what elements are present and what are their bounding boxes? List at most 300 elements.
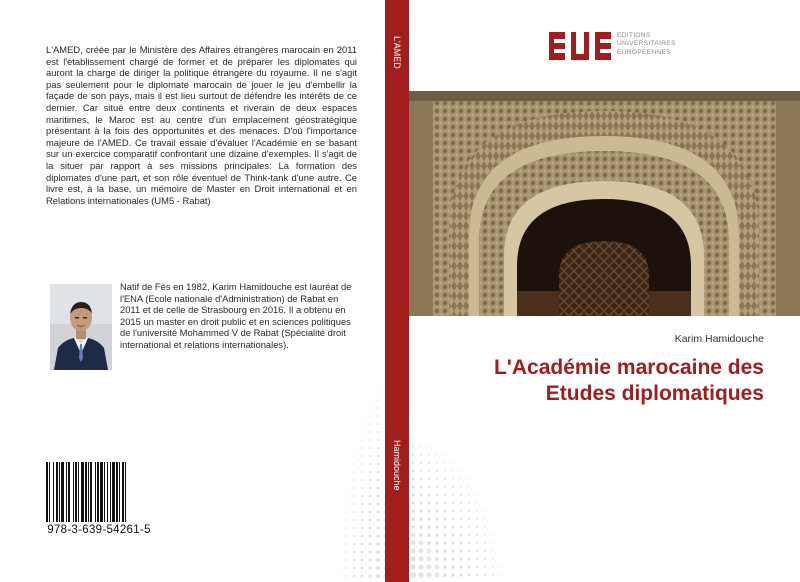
halftone-dot (452, 478, 454, 480)
halftone-dot (484, 486, 485, 487)
halftone-dot (353, 423, 354, 424)
halftone-dot (476, 526, 478, 528)
halftone-dot (353, 455, 354, 456)
halftone-dot (361, 407, 362, 408)
halftone-dot (427, 557, 432, 562)
halftone-dot (428, 438, 429, 439)
halftone-dot (369, 407, 370, 408)
halftone-dot (369, 519, 372, 522)
halftone-dot (443, 557, 447, 561)
halftone-pattern-front (409, 395, 529, 582)
halftone-dot (410, 556, 415, 561)
halftone-dot (376, 534, 380, 538)
halftone-dot (345, 479, 346, 480)
halftone-dot (452, 454, 453, 455)
halftone-dot (437, 431, 438, 432)
publisher-logo-icon (549, 30, 613, 62)
halftone-dot (460, 542, 463, 545)
halftone-dot (412, 470, 415, 473)
halftone-dot (509, 551, 510, 552)
halftone-dot (444, 518, 447, 521)
halftone-dot (337, 535, 338, 536)
halftone-dot (353, 415, 354, 416)
halftone-dot (428, 430, 429, 431)
barcode-bar (53, 462, 54, 522)
halftone-dot (436, 486, 438, 488)
halftone-dot (443, 541, 447, 545)
halftone-dot (376, 502, 379, 505)
halftone-dot (419, 501, 422, 504)
barcode-bar (90, 462, 92, 522)
halftone-dot (435, 557, 439, 561)
halftone-dot (377, 439, 379, 441)
halftone-dot (337, 511, 338, 512)
publisher-line: UNIVERSITAIRES (617, 40, 676, 48)
halftone-dot (420, 470, 422, 472)
barcode-bar (56, 462, 58, 522)
halftone-dot (468, 478, 469, 479)
author-bio: Natif de Fès en 1982, Karim Hamidouche est lauréat de l'ENA (Ecole nationale d'Administration) de Rabat en 2011 et de celle de Strasbourg en 2016. Il a obtenu en 2015 un master en droit public et en sciences politiques de l'université Mohammed V de Rabat (Spécialité droit international et relations internationales). (120, 281, 352, 350)
halftone-dot (468, 526, 470, 528)
halftone-dot (452, 462, 453, 463)
halftone-dot (376, 510, 379, 513)
halftone-dot (460, 534, 463, 537)
barcode-bar (125, 462, 126, 522)
halftone-dot (377, 455, 379, 457)
halftone-dot (377, 391, 378, 392)
halftone-dot (484, 566, 486, 568)
halftone-dot (459, 549, 462, 552)
halftone-dot (436, 494, 439, 497)
halftone-dot (361, 567, 364, 570)
barcode-bar (73, 462, 74, 522)
barcode-bar (104, 462, 105, 522)
halftone-dot (419, 541, 424, 546)
halftone-dot (369, 471, 371, 473)
publisher-line: EUROPEENNES (617, 48, 671, 56)
halftone-dot (361, 559, 364, 562)
halftone-dot (435, 565, 440, 570)
halftone-dot (484, 526, 486, 528)
halftone-dot (428, 494, 431, 497)
halftone-dot (411, 509, 415, 513)
halftone-dot (376, 558, 380, 562)
halftone-dot (452, 502, 454, 504)
halftone-dot (476, 558, 478, 560)
halftone-dot (337, 575, 338, 576)
halftone-dot (377, 415, 379, 417)
halftone-dot (500, 550, 501, 551)
halftone-dot (460, 494, 462, 496)
halftone-dot (377, 423, 379, 425)
halftone-dot (453, 439, 454, 440)
halftone-dot (411, 485, 414, 488)
halftone-dot (476, 534, 478, 536)
halftone-dot (345, 463, 346, 464)
halftone-dot (412, 438, 413, 439)
halftone-dot (377, 495, 380, 498)
halftone-dot (484, 558, 486, 560)
halftone-dot (460, 510, 462, 512)
halftone-dot (460, 518, 462, 520)
halftone-dot (468, 566, 471, 569)
halftone-dot (368, 550, 371, 553)
halftone-dot (460, 502, 462, 504)
halftone-dot (419, 517, 423, 521)
halftone-dot (452, 446, 453, 447)
halftone-dot (369, 511, 372, 514)
halftone-dot (467, 573, 470, 576)
halftone-dot (444, 454, 445, 455)
halftone-dot (412, 478, 415, 481)
halftone-dot (361, 455, 363, 457)
halftone-dot (484, 534, 486, 536)
author-photo (50, 284, 112, 370)
halftone-dot (468, 470, 469, 471)
halftone-dot (452, 494, 454, 496)
halftone-dot (492, 558, 494, 560)
halftone-dot (377, 399, 379, 401)
halftone-dot (477, 463, 478, 464)
halftone-dot (369, 463, 371, 465)
halftone-dot (451, 565, 455, 569)
halftone-dot (427, 517, 431, 521)
halftone-dot (360, 574, 363, 577)
spine-author: Hamidouche (392, 440, 402, 491)
halftone-dot (476, 566, 479, 569)
halftone-dot (353, 495, 355, 497)
halftone-dot (427, 525, 431, 529)
halftone-dot (492, 566, 494, 568)
front-cover (409, 0, 800, 582)
halftone-dot (476, 486, 477, 487)
halftone-dot (444, 494, 446, 496)
halftone-dot (460, 526, 463, 529)
halftone-dot (377, 431, 379, 433)
halftone-dot (420, 486, 423, 489)
halftone-dot (485, 471, 486, 472)
halftone-dot (476, 510, 478, 512)
halftone-dot (345, 559, 347, 561)
halftone-dot (492, 574, 494, 576)
halftone-dot (459, 565, 462, 568)
halftone-dot (501, 503, 502, 504)
halftone-dot (411, 501, 415, 505)
halftone-dot (427, 501, 430, 504)
halftone-dot (345, 567, 347, 569)
halftone-dot (468, 542, 471, 545)
halftone-dot (337, 503, 338, 504)
halftone-dot (492, 518, 493, 519)
halftone-dot (361, 391, 362, 392)
halftone-dot (459, 573, 463, 577)
halftone-dot (492, 542, 494, 544)
halftone-dot (420, 438, 421, 439)
barcode-bar (59, 462, 60, 522)
halftone-dot (484, 510, 485, 511)
halftone-dot (469, 447, 470, 448)
spine (385, 0, 409, 582)
halftone-dot (378, 360, 379, 361)
halftone-dot (338, 480, 339, 481)
halftone-dot (444, 502, 447, 505)
halftone-dot (435, 541, 439, 545)
halftone-dot (468, 550, 471, 553)
halftone-dot (476, 550, 478, 552)
halftone-dot (376, 526, 379, 529)
halftone-dot (353, 567, 355, 569)
halftone-dot (377, 383, 378, 384)
halftone-dot (345, 575, 347, 577)
halftone-dot (436, 502, 439, 505)
barcode-bar (68, 462, 70, 522)
halftone-dot (435, 525, 438, 528)
halftone-dot (501, 511, 502, 512)
halftone-dot (444, 470, 446, 472)
halftone-dot (419, 493, 422, 496)
halftone-dot (476, 502, 478, 504)
halftone-dot (476, 518, 478, 520)
halftone-dot (452, 486, 454, 488)
halftone-dot (426, 572, 431, 577)
halftone-dot (361, 527, 364, 530)
halftone-dot (435, 517, 438, 520)
halftone-dot (427, 541, 431, 545)
halftone-dot (377, 487, 380, 490)
halftone-dot (444, 462, 446, 464)
publisher-logo (549, 30, 709, 62)
halftone-dot (361, 463, 363, 465)
halftone-dot (412, 430, 413, 431)
halftone-dot (428, 446, 429, 447)
halftone-dot (377, 447, 379, 449)
halftone-dot (337, 527, 338, 528)
halftone-dot (346, 432, 347, 433)
halftone-dot (369, 415, 371, 417)
halftone-dot (345, 543, 347, 545)
halftone-dot (362, 384, 363, 385)
halftone-dot (369, 479, 371, 481)
halftone-dot (451, 573, 455, 577)
halftone-dot (345, 519, 347, 521)
halftone-dot (468, 510, 470, 512)
halftone-dot (476, 494, 477, 495)
barcode-bar (119, 462, 120, 522)
halftone-dot (435, 573, 440, 578)
halftone-dot (354, 408, 355, 409)
halftone-dot (353, 519, 355, 521)
halftone-dot (369, 527, 372, 530)
halftone-dot (427, 549, 431, 553)
halftone-dot (509, 543, 510, 544)
halftone-dot (377, 367, 378, 368)
halftone-dot (461, 447, 462, 448)
halftone-dot (492, 550, 494, 552)
halftone-dot (468, 558, 471, 561)
halftone-dot (501, 519, 502, 520)
halftone-dot (428, 454, 430, 456)
halftone-dot (484, 494, 485, 495)
halftone-dot (370, 376, 371, 377)
halftone-dot (377, 407, 379, 409)
halftone-dot (369, 439, 371, 441)
moorish-arch-image (409, 91, 800, 316)
halftone-dot (420, 462, 422, 464)
halftone-dot (436, 454, 438, 456)
halftone-dot (412, 454, 414, 456)
halftone-dot (412, 446, 414, 448)
halftone-dot (508, 574, 509, 575)
halftone-dot (468, 494, 470, 496)
halftone-dot (345, 455, 346, 456)
spine-title: L'AMED (392, 36, 402, 69)
barcode-bar (116, 462, 118, 522)
halftone-dot (468, 534, 470, 536)
halftone-dot (337, 567, 338, 568)
halftone-dot (460, 470, 461, 471)
halftone-dot (361, 543, 364, 546)
halftone-dot (420, 478, 423, 481)
halftone-dot (436, 470, 438, 472)
halftone-dot (443, 525, 446, 528)
halftone-dot (361, 487, 363, 489)
halftone-dot (451, 557, 455, 561)
halftone-dot (345, 527, 347, 529)
halftone-dot (370, 368, 371, 369)
halftone-dot (361, 439, 363, 441)
halftone-dot (337, 559, 338, 560)
barcode-bar (100, 462, 103, 522)
halftone-dot (411, 525, 415, 529)
halftone-dot (369, 503, 372, 506)
cover-photo (409, 91, 800, 316)
halftone-dot (353, 447, 354, 448)
halftone-dot (477, 455, 478, 456)
halftone-dot (476, 478, 477, 479)
halftone-dot (509, 567, 510, 568)
barcode-bar (112, 462, 115, 522)
halftone-dot (443, 565, 447, 569)
halftone-dot (361, 503, 363, 505)
halftone-dot (411, 517, 415, 521)
halftone-dot (492, 510, 493, 511)
halftone-dot (412, 462, 414, 464)
halftone-dot (353, 551, 355, 553)
halftone-dot (361, 415, 362, 416)
back-cover-blurb: L'AMED, créée par le Ministère des Affaires étrangères marocain en 2011 est l'établissement chargé de former et de préparer les diplomates qui auront la charge de diriger la politique étrangère du royaume. Il ne s'agit pas seulement pour le diplomate marocain de jouer le jeu d'embellir la façade de son pays, mais il est lieu surtout de défendre les intérêts de ce dernier. Car situé entre deux continents et riverain de deux espaces maritimes, le Maroc est au centre d'un emplacement géostratégique présentant à la fois des opportunités et des menaces. D'où l'importance majeure de l'AMED. Ce travail essaie d'évaluer l'Académie en se basant sur un exercice comparatif confrontant une dizaine d'exemples. Il s'agit de la situer par rapport à ses missions principales: La formation des diplomates d'une part, et son rôle éventuel de Think-tank d'une autre. Ce livre est, à la base, un mémoire de Master en Droit international et en Relations internationales (UM5 - Rabat) (46, 44, 357, 206)
halftone-dot (428, 462, 430, 464)
halftone-dot (435, 549, 439, 553)
halftone-dot (353, 439, 354, 440)
halftone-dot (452, 518, 455, 521)
halftone-dot (460, 486, 462, 488)
halftone-dot (353, 511, 355, 513)
halftone-dot (500, 574, 501, 575)
halftone-dot (353, 487, 355, 489)
halftone-dot (451, 533, 454, 536)
halftone-dot (411, 533, 416, 538)
halftone-dot (476, 574, 479, 577)
barcode-bar (95, 462, 96, 522)
halftone-dot (500, 566, 501, 567)
halftone-dot (452, 526, 455, 529)
halftone-dot (346, 424, 347, 425)
halftone-dot (369, 447, 371, 449)
halftone-dot (443, 549, 447, 553)
halftone-dot (500, 534, 501, 535)
halftone-dot (411, 541, 416, 546)
halftone-dot (376, 542, 380, 546)
barcode-bar (49, 462, 50, 522)
halftone-dot (353, 535, 355, 537)
halftone-dot (377, 471, 380, 474)
title-line: L'Académie marocaine des (494, 356, 764, 379)
halftone-dot (368, 574, 372, 578)
halftone-dot (436, 478, 438, 480)
halftone-dot (338, 488, 339, 489)
isbn-number: 978-3-639-54261-5 (47, 524, 151, 536)
author-portrait-image (50, 284, 112, 370)
halftone-dot (411, 493, 414, 496)
halftone-dot (361, 447, 363, 449)
halftone-dot (376, 550, 380, 554)
halftone-dot (500, 542, 501, 543)
halftone-dot (354, 400, 355, 401)
halftone-dot (436, 446, 437, 447)
halftone-dot (418, 556, 423, 561)
halftone-dot (410, 548, 415, 553)
halftone-dot (421, 423, 422, 424)
halftone-dot (436, 438, 437, 439)
halftone-dot (369, 391, 370, 392)
halftone-dot (337, 551, 338, 552)
halftone-dot (338, 496, 339, 497)
halftone-dot (468, 462, 469, 463)
halftone-dot (428, 486, 431, 489)
cover-author: Karim Hamidouche (674, 333, 764, 345)
halftone-dot (461, 439, 462, 440)
halftone-dot (468, 486, 470, 488)
halftone-dot (418, 564, 423, 569)
barcode-bar (110, 462, 111, 522)
halftone-dot (345, 503, 346, 504)
halftone-dot (419, 525, 423, 529)
halftone-dot (476, 470, 477, 471)
barcode-bar (78, 462, 79, 522)
halftone-dot (420, 430, 421, 431)
halftone-dot (368, 534, 371, 537)
halftone-dot (330, 568, 331, 569)
halftone-dot (361, 431, 362, 432)
halftone-dot (345, 487, 346, 488)
halftone-dot (368, 542, 371, 545)
halftone-dot (377, 463, 379, 465)
title-line: Etudes diplomatiques (545, 382, 764, 405)
halftone-dot (452, 510, 455, 513)
halftone-dot (420, 454, 422, 456)
halftone-dot (468, 518, 470, 520)
halftone-dot (484, 478, 485, 479)
barcode-bars (44, 462, 154, 522)
halftone-dot (484, 550, 486, 552)
halftone-dot (418, 572, 424, 578)
halftone-dot (427, 509, 430, 512)
halftone-dot (369, 431, 371, 433)
halftone-dot (435, 509, 438, 512)
halftone-dot (468, 454, 469, 455)
halftone-dot (338, 472, 339, 473)
halftone-dot (435, 533, 439, 537)
